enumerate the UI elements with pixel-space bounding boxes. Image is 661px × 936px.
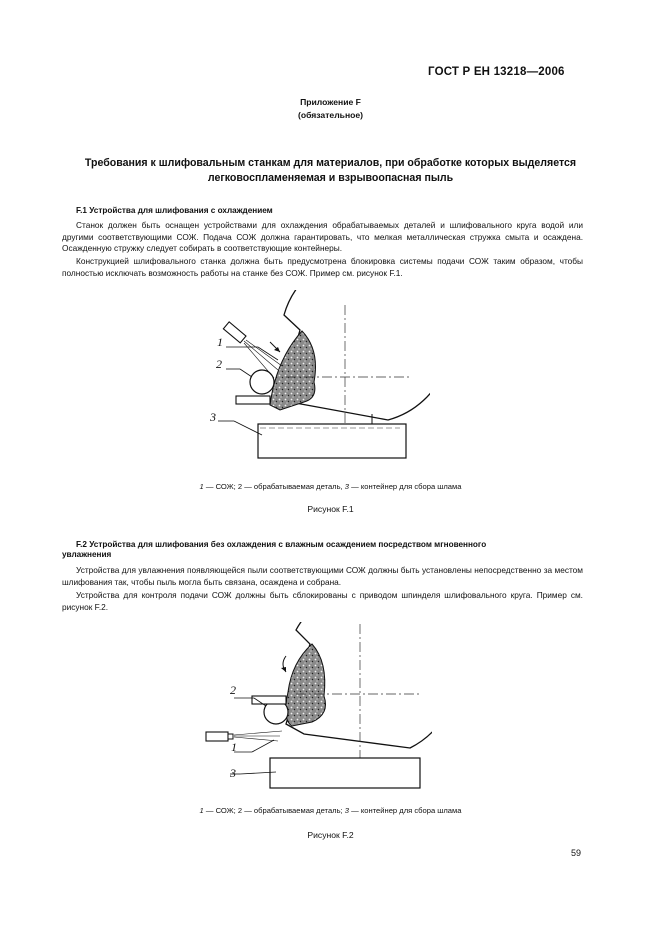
label-3: 3 (210, 410, 216, 424)
section-f1-paragraph-1: Станок должен быть оснащен устройствами для охлаждения обрабатываемых деталей и шлифовального круга водой или другими соответствующими СОЖ. Подача СОЖ должна гарантировать, что мелкая металлическая стружка смыта и осаждена. Осажденную стружку следует собирать в соответствующие контейнеры. (62, 220, 583, 254)
figure-f1-legend: 1 — СОЖ; 2 — обрабатываемая деталь, 3 — контейнер для сбора шлама (199, 482, 462, 491)
coolant-nozzle (223, 322, 246, 343)
arrow-head (274, 347, 280, 352)
grinding-zone-shading (286, 644, 326, 726)
section-f2-paragraph-2: Устройства для контроля подачи СОЖ должны быть сблокированы с приводом шпинделя шлифовального круга. Пример см. рисунок F.2. (62, 590, 583, 612)
sludge-container (270, 758, 420, 788)
label-1: 1 (231, 740, 237, 754)
section-f1-paragraph-2: Конструкцией шлифовального станка должна быть предусмотрена блокировка системы подачи СОЖ таким образом, чтобы полностью исключать возможность работы на станке без СОЖ. Пример см. рисунок F.1. (62, 256, 583, 278)
label-2: 2 (230, 683, 236, 697)
section-f1-heading: F.1 Устройства для шлифования с охлаждением (76, 206, 273, 215)
label-3: 3 (230, 766, 236, 780)
arrow-head (281, 667, 286, 672)
section-f2-heading: F.2 Устройства для шлифования без охлаждения с влажным осаждением посредством мгновенного (76, 540, 487, 549)
page-title-line2: легковоспламеняемая и взрывоопасная пыль (207, 172, 454, 184)
figure-f2-diagram (200, 622, 432, 792)
sludge-container (258, 424, 406, 458)
grinding-zone-shading (270, 331, 316, 410)
figure-f1-diagram (200, 290, 430, 465)
label-2: 2 (216, 357, 222, 371)
annex-title: Приложение F (300, 97, 361, 107)
label-1: 1 (217, 335, 223, 349)
page-title-line1: Требования к шлифовальным станкам для материалов, при обработке которых выделяется (84, 157, 577, 169)
figure-f1-caption: Рисунок F.1 (307, 504, 354, 514)
annex-status: (обязательное) (297, 110, 364, 120)
workpiece-support (236, 396, 270, 404)
section-f2-heading-cont: увлажнения (62, 550, 112, 559)
section-f2-paragraph-1: Устройства для увлажнения появляющейся пыли соответствующими СОЖ должны быть установлены непосредственно за местом шлифования так, чтобы пыль могла быть связана, осаждена и собрана. (62, 565, 583, 587)
coolant-spray-lines (234, 731, 282, 741)
page-number: 59 (571, 848, 582, 858)
coolant-nozzle (206, 732, 233, 741)
figure-f2-legend: 1 — СОЖ; 2 — обрабатываемая деталь; 3 — контейнер для сбора шлама (199, 806, 462, 815)
document-code: ГОСТ Р ЕН 13218—2006 (428, 66, 565, 78)
figure-f2-caption: Рисунок F.2 (307, 830, 354, 840)
